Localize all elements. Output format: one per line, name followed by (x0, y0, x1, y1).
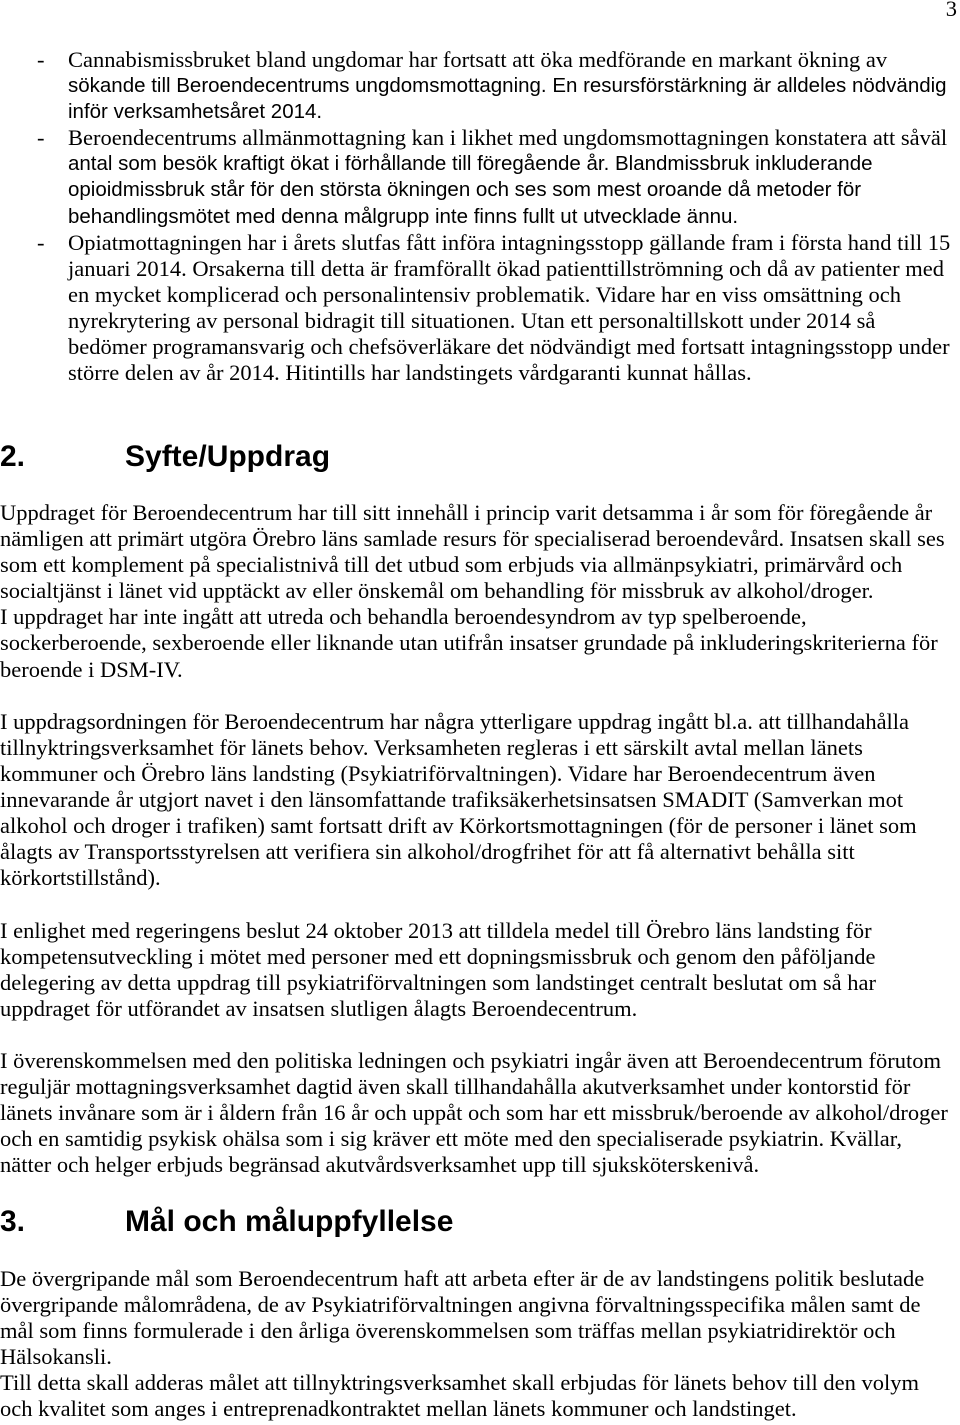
text-line: inför verksamhetsåret 2014. (68, 100, 323, 124)
section-body (0, 500, 960, 1178)
text-line: uppdraget för utförandet av insatsen slutligen ålagts Beroendecentrum. (0, 995, 638, 1021)
text-line: mål som finns formulerade i den årliga överenskommelsen som träffas mellan psykiatridirektör och (0, 1318, 896, 1344)
text-line: nämligen att primärt utgöra Örebro läns samlade resurs för specialiserad beroendevård. Insatsen skall ses (0, 526, 945, 552)
bullet-list (0, 47, 960, 386)
text-line: kompetensutveckling i mötet med personer med ett dopningsmissbruk och genom den påföljande (0, 943, 876, 969)
text-line: januari 2014. Orsakerna till detta är framförallt ökad patienttillströmning och då av patienter med (68, 255, 944, 281)
text-line: Till detta skall adderas målet att tillnyktringsverksamhet skall erbjudas för länets behov till den volym (0, 1370, 919, 1396)
bullet-item (0, 47, 960, 125)
text-line: kommuner och Örebro läns landsting (Psykiatriförvaltningen). Vidare har Beroendecentrum även (0, 760, 876, 786)
text-line: sökande till Beroendecentrums ungdomsmottagning. En resursförstärkning är alldeles nödvändig (68, 74, 947, 98)
text-line: länets invånare som är i åldern från 16 år och uppåt och som har ett missbruk/beroende av alkohol/droger (0, 1100, 948, 1126)
bullet-marker: - (37, 125, 45, 151)
text-line: Uppdraget för Beroendecentrum har till sitt innehåll i princip varit detsamma i år som för föregående år (0, 500, 933, 525)
text-line: bedömer programansvarig och chefsöverläkare det nödvändigt med fortsatt intagningsstopp under (68, 334, 950, 360)
text-line: större delen av år 2014. Hitintills har landstingets vårdgaranti kunnat hållas. (68, 360, 752, 386)
section-title: Syfte/Uppdrag (125, 440, 331, 473)
paragraph (0, 1266, 960, 1370)
paragraph (0, 709, 960, 892)
section-number: 3. (0, 1205, 26, 1238)
text-line: delegering av detta uppdrag till psykiatriförvaltningen som landstinget centralt beslutat om så har (0, 969, 877, 995)
text-line: innevarande år utgjort navet i den länsomfattande trafiksäkerhetsinsatsen SMADIT (Samverkan mot (0, 787, 904, 813)
text-line: och en samtidig psykisk ohälsa som i sig kräver ett möte med den specialiserade psykiatrin. Kvällar, (0, 1126, 902, 1152)
page-number: 3 (945, 0, 957, 21)
text-line: sockerberoende, sexberoende eller liknande utan utifrån insatser grundade på inkluderingskriterierna för (0, 630, 938, 656)
text-line: Cannabismissbruket bland ungdomar har fortsatt att öka medförande en markant ökning av (68, 47, 888, 72)
text-line: behandlingsmötet med denna målgrupp inte finns fullt ut utvecklade ännu. (68, 204, 739, 228)
paragraph (0, 500, 960, 604)
section-number: 2. (0, 440, 26, 473)
text-line: ålagts av Transportsstyrelsen att verifiera sin alkohol/drogfrihet för att få alternativt behålla sitt (0, 839, 855, 865)
bullet-item (0, 125, 960, 229)
text-line: nyrekrytering av personal bidragit till situationen. Utan ett personaltillskott under 2014 så (68, 307, 876, 333)
text-line: tillnyktringsverksamhet för länets behov. Verksamheten regleras i ett särskilt avtal mellan länets (0, 734, 863, 760)
section-title: Mål och måluppfyllelse (125, 1205, 454, 1238)
text-line: Hälsokansli. (0, 1344, 112, 1370)
text-line: I enlighet med regeringens beslut 24 oktober 2013 att tilldela medel till Örebro läns landsting för (0, 917, 872, 943)
text-line: I uppdraget har inte ingått att utreda och behandla beroendesyndrom av typ spelberoende, (0, 604, 807, 630)
text-line: övergripande målområdena, de av Psykiatriförvaltningen angivna förvaltningsspecifika målen samt de (0, 1292, 921, 1318)
paragraph (0, 1370, 960, 1422)
section-heading (0, 1205, 960, 1239)
text-line: beroende i DSM-IV. (0, 656, 183, 682)
section-heading (0, 440, 960, 474)
text-line: Opiatmottagningen har i årets slutfas fått införa intagningsstopp gällande fram i första hand till 15 (68, 229, 951, 255)
bullet-item (0, 230, 960, 387)
bullet-marker: - (37, 229, 45, 255)
text-line: reguljär mottagningsverksamhet dagtid även skall tillhandahålla akutverksamhet under kontorstid för (0, 1074, 911, 1100)
paragraph (0, 1048, 960, 1178)
text-line: som ett komplement på specialistnivå till det utbud som erbjuds via allmänpsykiatri, primärvård och (0, 552, 903, 578)
text-line: I överenskommelsen med den politiska ledningen och psykiatri ingår även att Beroendecentrum förutom (0, 1047, 941, 1073)
text-line: Beroendecentrums allmänmottagning kan i likhet med ungdomsmottagningen konstatera att såväl (68, 125, 948, 151)
text-line: I uppdragsordningen för Beroendecentrum har några ytterligare uppdrag ingått bl.a. att tillhandahålla (0, 708, 910, 734)
text-line: körkortstillstånd). (0, 865, 161, 891)
paragraph (0, 918, 960, 1022)
text-line: nätter och helger erbjuds begränsad akutvårdsverksamhet upp till sjuksköterskenivå. (0, 1152, 760, 1178)
paragraph (0, 604, 960, 682)
text-line: en mycket komplicerad och personalintensiv problematik. Vidare har en viss omsättning och (68, 281, 902, 307)
bullet-marker: - (37, 47, 45, 72)
text-line: alkohol och droger i trafiken) samt fortsatt drift av Körkortsmottagningen (för de personer i länet som (0, 813, 917, 839)
text-line: opioidmissbruk står för den största ökningen och ses som mest oroande då metoder för (68, 178, 862, 202)
text-line: socialtjänst i länet vid upptäckt av eller önskemål om behandling för missbruk av alkohol/droger. (0, 578, 874, 604)
text-line: antal som besök kraftigt ökat i förhållande till föregående år. Blandmissbruk inkluderande (68, 152, 873, 176)
text-line: och kvalitet som anges i entreprenadkontraktet mellan länets kommuner och landstinget. (0, 1396, 797, 1422)
section-body (0, 1266, 960, 1423)
text-line: De övergripande mål som Beroendecentrum haft att arbeta efter är de av landstingens politik beslutade (0, 1266, 925, 1291)
